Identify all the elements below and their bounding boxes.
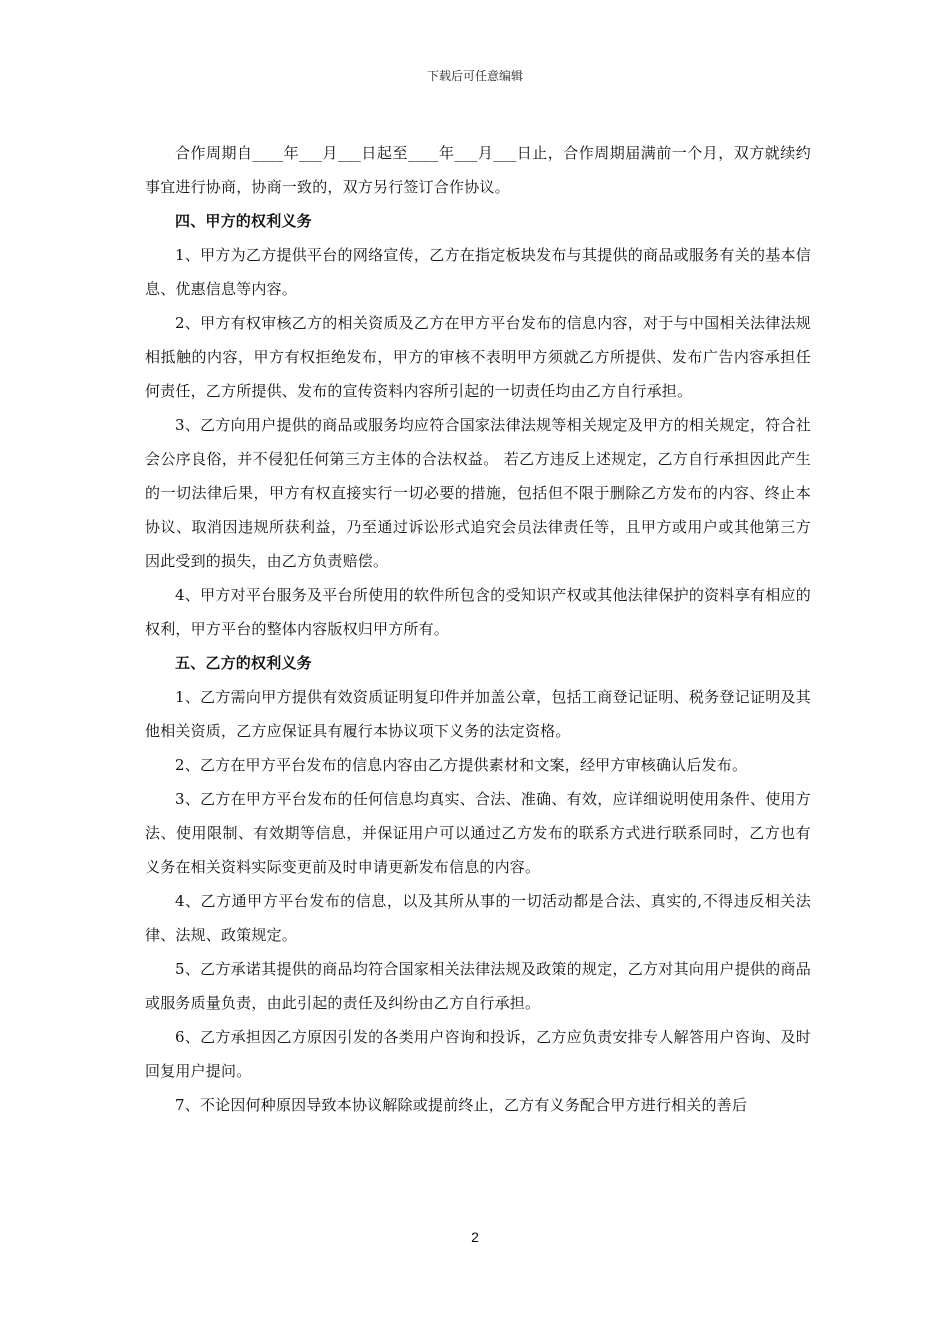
section-heading-party-b: 五、乙方的权利义务 (175, 654, 312, 672)
document-body (145, 136, 811, 1122)
party-b-clause-6: 6、乙方承担因乙方原因引发的各类用户咨询和投诉，乙方应负责安排专人解答用户咨询、及时回复用户提问。 (145, 1028, 811, 1080)
party-a-clause-4: 4、甲方对平台服务及平台所使用的软件所包含的受知识产权或其他法律保护的资料享有相应的权利，甲方平台的整体内容版权归甲方所有。 (145, 586, 811, 638)
party-b-clause-3: 3、乙方在甲方平台发布的任何信息均真实、合法、准确、有效，应详细说明使用条件、使用方法、使用限制、有效期等信息，并保证用户可以通过乙方发布的联系方式进行联系同时，乙方也有义务在相关资料实际变更前及时申请更新发布信息的内容。 (145, 790, 811, 876)
page-header: 下载后可任意编辑 (426, 69, 523, 83)
party-a-clause-1: 1、甲方为乙方提供平台的网络宣传，乙方在指定板块发布与其提供的商品或服务有关的基本信息、优惠信息等内容。 (145, 246, 811, 298)
party-b-clause-4: 4、乙方通甲方平台发布的信息，以及其所从事的一切活动都是合法、真实的,不得违反相关法律、法规、政策规定。 (145, 892, 811, 944)
party-a-clause-2: 2、甲方有权审核乙方的相关资质及乙方在甲方平台发布的信息内容，对于与中国相关法律法规相抵触的内容，甲方有权拒绝发布，甲方的审核不表明甲方须就乙方所提供、发布广告内容承担任何责任，乙方所提供、发布的宣传资料内容所引起的一切责任均由乙方自行承担。 (145, 314, 811, 400)
party-b-clause-2: 2、乙方在甲方平台发布的信息内容由乙方提供素材和文案，经甲方审核确认后发布。 (175, 756, 748, 774)
cooperation-period-paragraph: 合作周期自____年___月___日起至____年___月___日止，合作周期届满前一个月，双方就续约事宜进行协商，协商一致的，双方另行签订合作协议。 (145, 144, 811, 196)
party-a-clause-3: 3、乙方向用户提供的商品或服务均应符合国家法律法规等相关规定及甲方的相关规定，符合社会公序良俗，并不侵犯任何第三方主体的合法权益。 若乙方违反上述规定，乙方自行承担因此产生的一切法律后果，甲方有权直接实行一切必要的措施，包括但不限于删除乙方发布的内容、终止本协议、取消因违规所获利益，乃至通过诉讼形式追究会员法律责任等，且甲方或用户或其他第三方因此受到的损失，由乙方负责赔偿。 (145, 416, 811, 570)
page-number: 2 (471, 1229, 479, 1245)
party-b-clause-1: 1、乙方需向甲方提供有效资质证明复印件并加盖公章，包括工商登记证明、税务登记证明及其他相关资质，乙方应保证具有履行本协议项下义务的法定资格。 (145, 688, 811, 740)
party-b-clause-5: 5、乙方承诺其提供的商品均符合国家相关法律法规及政策的规定，乙方对其向用户提供的商品或服务质量负责，由此引起的责任及纠纷由乙方自行承担。 (145, 960, 811, 1012)
party-b-clause-7: 7、不论因何种原因导致本协议解除或提前终止，乙方有义务配合甲方进行相关的善后 (175, 1096, 748, 1114)
section-heading-party-a: 四、甲方的权利义务 (175, 212, 312, 230)
